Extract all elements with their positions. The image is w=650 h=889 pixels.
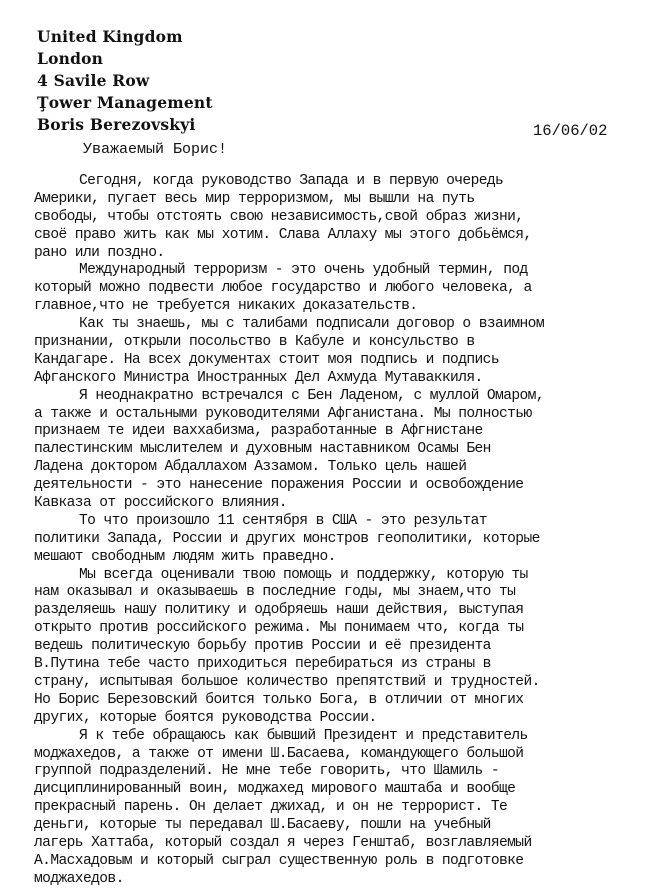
body-line: палестинским мыслителем и духовным наставником Осамы Бен (34, 441, 491, 458)
letter-date: 16/06/02 (533, 122, 608, 140)
address-city: London (37, 49, 104, 68)
body-line: который можно подвести любое государство и любого человека, а (34, 280, 532, 297)
body-line: прекрасный парень. Он делает джихад, и он не террорист. Те (34, 799, 508, 816)
body-line: нам оказывал и оказываешь в последние годы, мы знаем,что ты (34, 584, 516, 601)
body-line: страну, испытывая большое количество препятствий и трудностей. (34, 673, 540, 690)
body-line: моджахедов. (34, 870, 124, 887)
body-line: Кавказа от российского влияния. (34, 495, 287, 512)
body-line: Америки, пугает весь мир терроризмом, мы вышли на путь (34, 190, 475, 207)
body-line: Сегодня, когда руководство Запада и в первую очередь (79, 173, 504, 189)
body-line: рано или поздно. (34, 244, 165, 261)
body-line: признаем те идеи ваххабизма, разработанные в Афгнистане (34, 423, 483, 440)
salutation: Уважаемый Борис! (83, 141, 228, 158)
body-line: моджахедов, а также от имени Ш.Басаева, командующего большой (34, 745, 524, 762)
body-line: Международный терроризм - это очень удобный термин, под (79, 262, 528, 279)
body-line: Я к тебе обращаюсь как бывший Президент и представитель (79, 727, 528, 744)
body-line: деньги, которые ты передавал Ш.Басаеву, пошли на учебный (34, 817, 491, 834)
recipient-address (37, 26, 213, 136)
body-line: Я неоднакратно встречался с Бен Ладеном, с муллой Омаром, (79, 387, 544, 404)
body-line: деятельности - это нанесение поражения России и освобождение (34, 477, 524, 494)
body-line: Но Борис Березовский боится только Бога, в отличии от многих (34, 691, 524, 708)
body-line: ведешь политическую борьбу против России и её президента (34, 638, 491, 655)
body-line: других, которые боятся руководства России. (34, 709, 377, 726)
body-line: В.Путина тебе часто приходиться перебираться из страны в (34, 656, 491, 673)
body-line: дисциплинированный воин, моджахед мирового маштаба и вообще (34, 781, 516, 798)
body-line: Как ты знаешь, мы с талибами подписали договор о взаимном (79, 316, 544, 333)
address-country: United Kingdom (37, 27, 183, 46)
body-line: Мы всегда оценивали твою помощь и поддержку, которую ты (79, 566, 528, 583)
body-line: разделяешь нашу политику и одобряешь наши действия, выступая (34, 602, 524, 619)
body-line: То что произошло 11 сентября в США - это результат (79, 512, 487, 529)
body-line: главное,что не требуется никаких доказательств. (34, 298, 418, 315)
address-street: 4 Savile Row (37, 71, 150, 90)
body-line: мешают свободным людям жить праведно. (34, 548, 336, 565)
body-line: Ладена доктором Абдаллахом Аззамом. Только цель нашей (34, 459, 467, 476)
address-name: Boris Berezovskyi (37, 115, 196, 134)
body-line: открыто против российского режима. Мы понимаем что, когда ты (34, 620, 524, 637)
body-line: признании, открыли посольство в Кабуле и консульство в (34, 334, 475, 351)
body-line: а также и остальными руководителями Афганистана. Мы полностью (34, 405, 532, 422)
address-company: Ţower Management (37, 93, 213, 112)
body-line: свободы, чтобы отстоять свою независимость,свой образ жизни, (34, 208, 524, 225)
body-line: своё право жить как мы хотим. Слава Аллаху мы этого добьёмся, (34, 226, 532, 243)
letter-body (34, 173, 634, 889)
body-line: Кандагаре. На всех документах стоит моя подпись и подпись (34, 351, 499, 368)
body-line: А.Масхадовым и который сыграл существенную роль в подготовке (34, 852, 524, 869)
body-line: политики Запада, России и других монстров геополитики, которые (34, 530, 540, 547)
body-line: группой подразделений. Не мне тебе говорить, что Шамиль - (34, 763, 499, 780)
body-line: лагерь Хаттаба, который создал я через Генштаб, возглавляемый (34, 834, 532, 851)
body-line: Афганского Министра Иностранных Дел Ахмуда Мутаваккиля. (34, 369, 483, 386)
